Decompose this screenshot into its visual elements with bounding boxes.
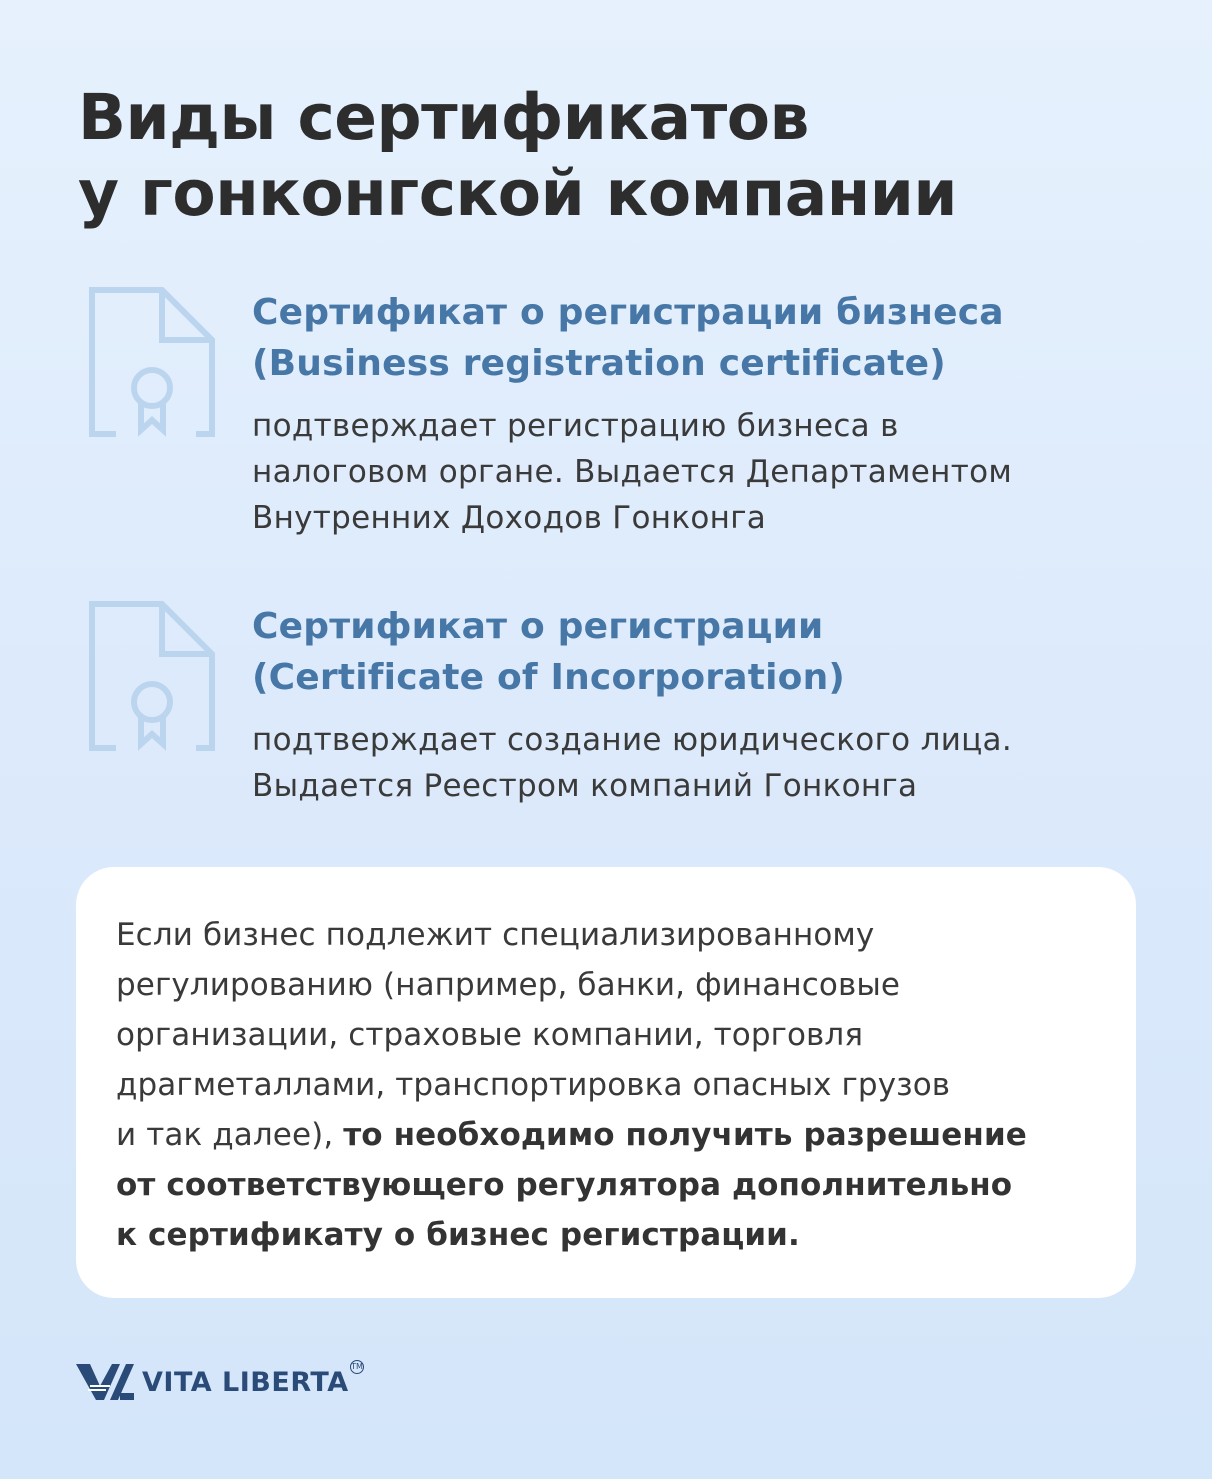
note-line-bold: от соответствующего регулятора дополнительно: [116, 1167, 1013, 1203]
certificate-title-line: (Business registration certificate): [252, 343, 946, 384]
certificate-description-line: подтверждает создание юридического лица.: [252, 722, 1012, 758]
certificate-description: [252, 403, 1132, 541]
note-text: [116, 910, 1106, 1260]
title-line: Виды сертификатов: [78, 81, 809, 154]
certificate-description-line: налоговом органе. Выдается Департаментом: [252, 454, 1013, 490]
note-line: [116, 1160, 1106, 1210]
brand-name: VITA LIBERTA: [142, 1367, 349, 1398]
note-line-bold: к сертификату о бизнес регистрации.: [116, 1217, 800, 1253]
note-line-bold: то необходимо получить разрешение: [343, 1117, 1027, 1153]
certificate-document-icon: [86, 287, 218, 443]
note-card: [76, 867, 1136, 1298]
certificate-title-line: Сертификат о регистрации бизнеса: [252, 292, 1004, 333]
certificate-title: [252, 601, 1132, 703]
note-line: регулированию (например, банки, финансовые: [116, 967, 901, 1003]
note-line: [116, 1110, 1106, 1160]
brand-logo: [76, 1357, 376, 1407]
certificate-description-line: Выдается Реестром компаний Гонконга: [252, 768, 918, 804]
note-line: Если бизнес подлежит специализированному: [116, 917, 875, 953]
certificate-description-line: Внутренних Доходов Гонконга: [252, 500, 767, 536]
note-line: драгметаллами, транспортировка опасных грузов: [116, 1067, 951, 1103]
certificate-description: [252, 717, 1132, 809]
certificate-description-line: подтверждает регистрацию бизнеса в: [252, 408, 899, 444]
title-line: у гонконгской компании: [78, 157, 958, 230]
trademark-mark: TM: [350, 1360, 364, 1374]
certificate-title: [252, 287, 1132, 389]
note-line: организации, страховые компании, торговля: [116, 1017, 864, 1053]
certificate-document-icon: [86, 601, 218, 757]
note-line: [116, 1210, 1106, 1260]
note-line-regular: и так далее),: [116, 1117, 344, 1153]
certificate-title-line: Сертификат о регистрации: [252, 606, 824, 647]
certificate-title-line: (Certificate of Incorporation): [252, 657, 846, 698]
vita-liberta-logo-icon: [76, 1362, 134, 1402]
page-title: [78, 80, 1158, 232]
